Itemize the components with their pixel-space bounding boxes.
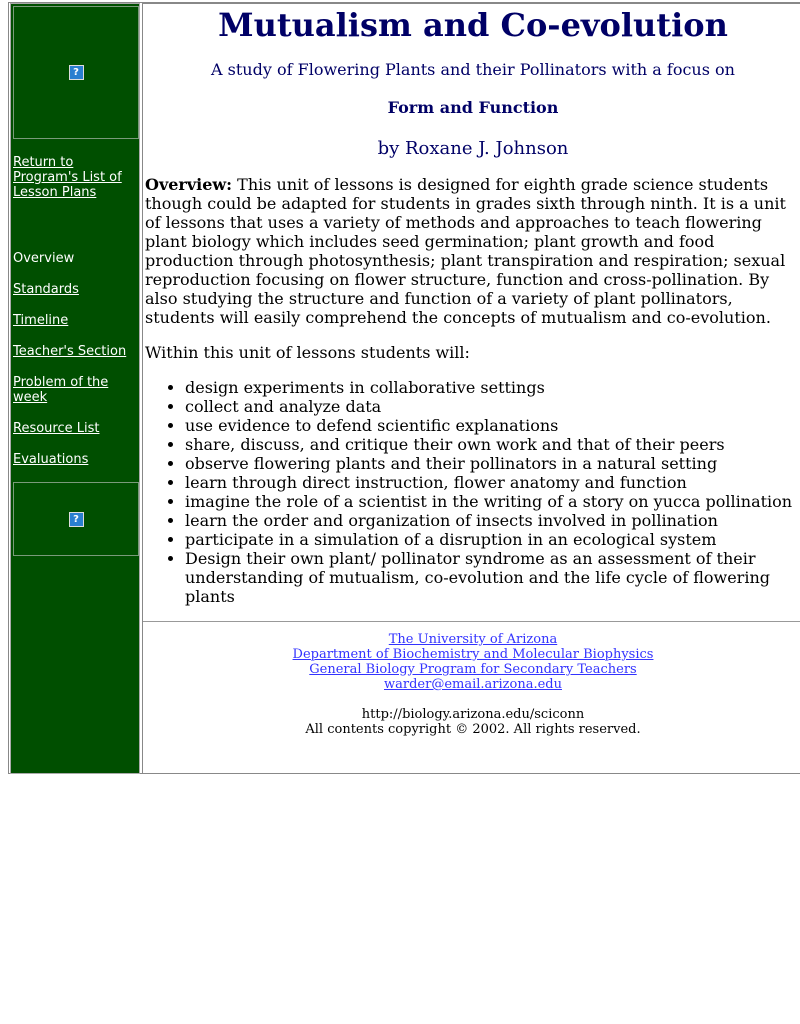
author: by Roxane J. Johnson	[377, 138, 569, 159]
sidebar-top-image	[13, 6, 139, 139]
within-intro: Within this unit of lessons students will:	[145, 343, 470, 362]
list-item: • imagine the role of a scientist in the writing of a story on yucca pollination	[185, 492, 800, 511]
divider	[143, 621, 800, 622]
broken-image-icon: ?	[69, 512, 84, 527]
list-item: • learn through direct instruction, flower anatomy and function	[185, 473, 800, 492]
sidebar	[10, 3, 140, 774]
broken-image-icon: ?	[69, 65, 84, 80]
sidebar-bottom-image	[13, 482, 139, 556]
list-item: • observe flowering plants and their pollinators in a natural setting	[185, 454, 800, 473]
nav-standards[interactable]: Standards	[13, 282, 79, 297]
subtitle: A study of Flowering Plants and their Pollinators with a focus on	[211, 60, 735, 79]
program-link[interactable]: General Biology Program for Secondary Teachers	[309, 662, 637, 677]
nav-resource-list[interactable]: Resource List	[13, 421, 100, 436]
copyright: All contents copyright © 2002. All rights reserved.	[305, 722, 641, 737]
main-content	[142, 3, 800, 774]
footer	[143, 632, 800, 737]
list-item: • learn the order and organization of insects involved in pollination	[185, 511, 800, 530]
list-item: • share, discuss, and critique their own work and that of their peers	[185, 435, 800, 454]
nav-teachers-section[interactable]: Teacher's Section	[13, 344, 127, 359]
overview-paragraph	[145, 175, 790, 327]
overview-label: Overview:	[145, 175, 233, 194]
list-item: • design experiments in collaborative settings	[185, 378, 800, 397]
page-title: Mutualism and Co-evolution	[218, 6, 728, 44]
site-url: http://biology.arizona.edu/sciconn	[361, 707, 585, 722]
overview-text: This unit of lessons is designed for eighth grade science students though could be adapted for students in grades sixth through ninth. It is a unit of lessons that uses a variety of methods and approaches to teach flowering plant biology which includes seed germination; plant growth and food production through photosynthesis; plant transpiration and respiration; sexual reproduction focusing on flower structure, function and cross-pollination. By also studying the structure and function of a variety of plant pollinators, students will easily comprehend the concepts of mutualism and co-evolution.	[145, 175, 786, 327]
goals-list	[143, 378, 800, 606]
nav-problem-of-week[interactable]: Problem of the week	[13, 375, 109, 405]
nav-overview[interactable]: Overview	[13, 251, 75, 266]
list-item: • participate in a simulation of a disruption in an ecological system	[185, 530, 800, 549]
department-link[interactable]: Department of Biochemistry and Molecular Biophysics	[292, 647, 654, 662]
list-item: • collect and analyze data	[185, 397, 800, 416]
nav-evaluations[interactable]: Evaluations	[13, 452, 89, 467]
nav-return-link[interactable]: Return to Program's List of Lesson Plans	[13, 155, 122, 200]
focus-heading: Form and Function	[387, 98, 559, 117]
list-item: • use evidence to defend scientific explanations	[185, 416, 800, 435]
list-item: • Design their own plant/ pollinator syndrome as an assessment of their understanding of mutualism, co-evolution and the life cycle of flowering plants	[185, 549, 800, 606]
email-link[interactable]: warder@email.arizona.edu	[384, 677, 562, 692]
nav-timeline[interactable]: Timeline	[13, 313, 69, 328]
university-link[interactable]: The University of Arizona	[388, 632, 558, 647]
